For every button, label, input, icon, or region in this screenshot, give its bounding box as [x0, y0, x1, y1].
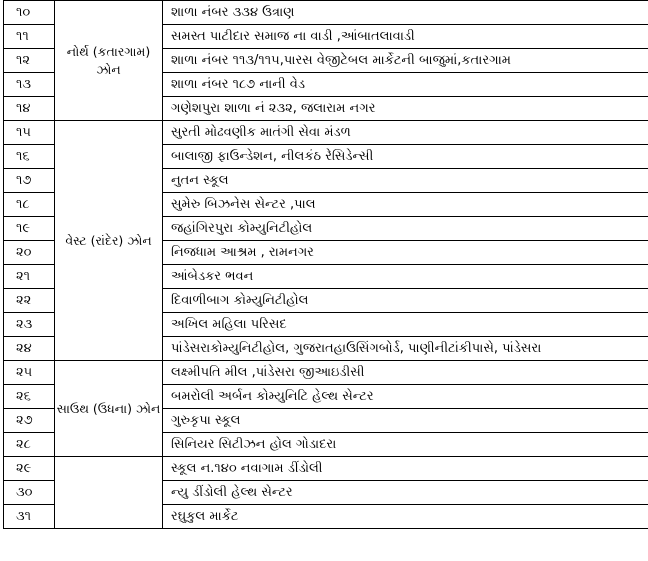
row-number: ૧૧ — [4, 25, 55, 49]
table-row — [4, 457, 648, 481]
zone-west: વેસ્ટ (રાંદેર) ઝોન — [55, 121, 163, 361]
row-number: ૧૮ — [4, 193, 55, 217]
row-number: ૧૫ — [4, 121, 55, 145]
center-location: અખિલ મહિલા પરિસદ — [163, 313, 648, 337]
center-location: પાંડેસરાકોમ્યુનિટીહોલ, ગુજરાતહાઉસિંગબોર્ડ, પાણીનીટાંકીપાસે, પાંડેસરા — [163, 337, 648, 361]
center-location: બમરોલી અર્બન કોમ્યુનિટિ હેલ્થ સેન્ટર — [163, 385, 648, 409]
row-number: ૨૦ — [4, 241, 55, 265]
center-location: આંબેડકર ભવન — [163, 265, 648, 289]
center-location: નિજધામ આશ્રમ , રામનગર — [163, 241, 648, 265]
center-location: શાળા નંબર ૧૮૭ નાની વેડ — [163, 73, 648, 97]
row-number: ૩૧ — [4, 505, 55, 529]
center-location: શાળા નંબર ૧૧૩/૧૧૫,પારસ વેજીટેબલ માર્કેટની બાજુમાં,કતારગામ — [163, 49, 648, 73]
table-row — [4, 121, 648, 145]
row-number: ૩૦ — [4, 481, 55, 505]
row-number: ૨૪ — [4, 337, 55, 361]
zone-north: નોર્થ (કતારગામ) ઝોન — [55, 1, 163, 121]
zone-south: સાઉથ (ઉધના) ઝોન — [55, 361, 163, 457]
row-number: ૨૬ — [4, 385, 55, 409]
center-location: દિવાળીબાગ કોમ્યુનિટીહોલ — [163, 289, 648, 313]
center-location: રઘુકુલ માર્કેટ — [163, 505, 648, 529]
row-number: ૨૧ — [4, 265, 55, 289]
center-location: લક્ષ્મીપતિ મીલ ,પાંડેસરા જીઆઇડીસી — [163, 361, 648, 385]
row-number: ૧૪ — [4, 97, 55, 121]
table-row — [4, 1, 648, 25]
zone-partial — [55, 457, 163, 529]
center-location: જહાંગિરપુરા કોમ્યુનિટીહોલ — [163, 217, 648, 241]
center-location: સમસ્ત પાટીદાર સમાજ ના વાડી ,આંબાતલાવાડી — [163, 25, 648, 49]
row-number: ૧૦ — [4, 1, 55, 25]
row-number: ૨૩ — [4, 313, 55, 337]
center-location: સુમેરુ બિઝનેસ સેન્ટર ,પાલ — [163, 193, 648, 217]
center-location: ગણેશપુરા શાળા નં ૨૩૨, જલારામ નગર — [163, 97, 648, 121]
row-number: ૧૯ — [4, 217, 55, 241]
table-row — [4, 361, 648, 385]
center-location: શાળા નંબર ૩૩૪ ઉત્રાણ — [163, 1, 648, 25]
row-number: ૧૭ — [4, 169, 55, 193]
center-location: સિનિયર સિટીઝન હોલ ગોડાદરા — [163, 433, 648, 457]
row-number: ૨૫ — [4, 361, 55, 385]
row-number: ૨૯ — [4, 457, 55, 481]
vaccination-centers-table — [3, 0, 648, 529]
row-number: ૨૮ — [4, 433, 55, 457]
row-number: ૧૬ — [4, 145, 55, 169]
center-location: બાલાજી ફાઉન્ડેશન, નીલકંઠ રેસિડેન્સી — [163, 145, 648, 169]
center-location: સ્કૂલ ન.૧૪૦ નવાગામ ડીંડોલી — [163, 457, 648, 481]
row-number: ૨૨ — [4, 289, 55, 313]
center-location: નુતન સ્કૂલ — [163, 169, 648, 193]
center-location: ગુરુકૃપા સ્કૂલ — [163, 409, 648, 433]
row-number: ૧૩ — [4, 73, 55, 97]
center-location: સુરતી મોઢવણીક માતંગી સેવા મંડળ — [163, 121, 648, 145]
row-number: ૧૨ — [4, 49, 55, 73]
row-number: ૨૭ — [4, 409, 55, 433]
center-location: ન્યુ ડીંડોલી હેલ્થ સેન્ટર — [163, 481, 648, 505]
